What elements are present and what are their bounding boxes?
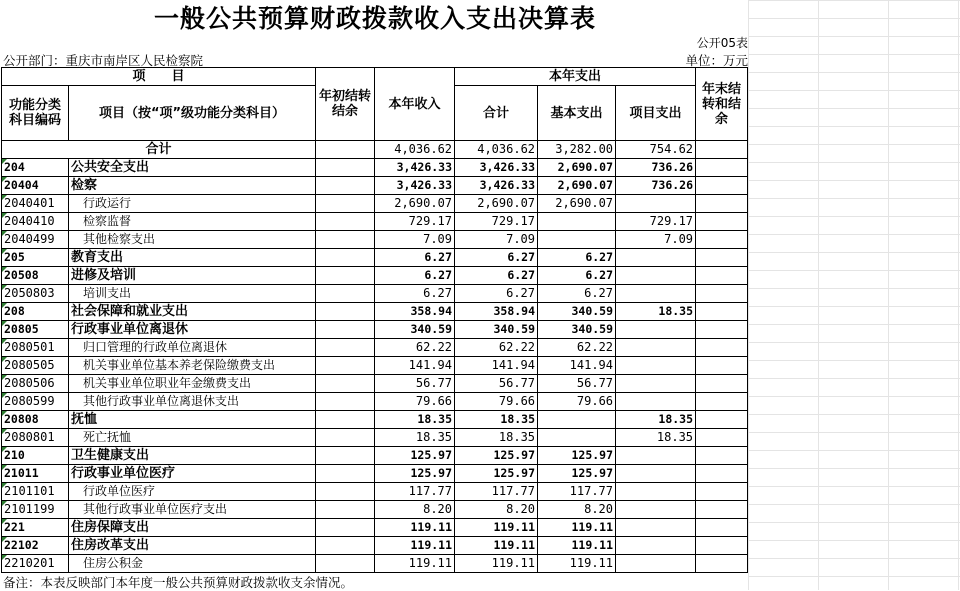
table-row — [2, 357, 748, 375]
total-end-balance — [696, 141, 748, 159]
department-label: 公开部门：重庆市南岸区人民检察院 — [3, 53, 204, 68]
row-basic: 141.94 — [538, 357, 616, 375]
row-end-balance — [696, 285, 748, 303]
row-code: 2101101 — [2, 483, 69, 501]
row-project: 18.35 — [616, 411, 696, 429]
row-begin-balance — [316, 375, 375, 393]
table-row — [2, 393, 748, 411]
row-project — [616, 375, 696, 393]
header-func-code: 功能分类科目编码 — [2, 86, 69, 141]
table-row — [2, 339, 748, 357]
row-begin-balance — [316, 519, 375, 537]
row-basic — [538, 429, 616, 447]
row-code: 2040401 — [2, 195, 69, 213]
unit-label: 单位：万元 — [685, 53, 748, 68]
row-begin-balance — [316, 483, 375, 501]
row-project — [616, 321, 696, 339]
row-project: 18.35 — [616, 429, 696, 447]
footnote: 备注：本表反映部门本年度一般公共预算财政拨款收支余情况。 — [3, 575, 354, 590]
row-income: 6.27 — [375, 249, 455, 267]
table-row — [2, 285, 748, 303]
row-name: 公共安全支出 — [69, 159, 316, 177]
row-end-balance — [696, 519, 748, 537]
row-begin-balance — [316, 465, 375, 483]
table-row — [2, 231, 748, 249]
row-end-balance — [696, 321, 748, 339]
row-basic: 2,690.07 — [538, 159, 616, 177]
row-name: 行政运行 — [69, 195, 316, 213]
row-expense-total: 119.11 — [455, 537, 538, 555]
row-code: 210 — [2, 447, 69, 465]
row-basic: 6.27 — [538, 285, 616, 303]
row-project — [616, 267, 696, 285]
row-expense-total: 117.77 — [455, 483, 538, 501]
header-expense: 本年支出 — [455, 68, 696, 86]
row-begin-balance — [316, 357, 375, 375]
row-income: 6.27 — [375, 285, 455, 303]
row-expense-total: 729.17 — [455, 213, 538, 231]
row-basic: 56.77 — [538, 375, 616, 393]
row-begin-balance — [316, 303, 375, 321]
row-expense-total: 3,426.33 — [455, 177, 538, 195]
row-code: 2040410 — [2, 213, 69, 231]
budget-table — [1, 67, 748, 573]
row-end-balance — [696, 213, 748, 231]
row-begin-balance — [316, 231, 375, 249]
header-expense-total: 合计 — [455, 86, 538, 141]
row-end-balance — [696, 303, 748, 321]
row-project — [616, 483, 696, 501]
total-expense-total: 4,036.62 — [455, 141, 538, 159]
row-begin-balance — [316, 537, 375, 555]
row-income: 79.66 — [375, 393, 455, 411]
total-income: 4,036.62 — [375, 141, 455, 159]
row-name: 其他行政事业单位离退休支出 — [69, 393, 316, 411]
row-name: 其他行政事业单位医疗支出 — [69, 501, 316, 519]
row-income: 340.59 — [375, 321, 455, 339]
row-begin-balance — [316, 411, 375, 429]
row-income: 125.97 — [375, 447, 455, 465]
table-row — [2, 303, 748, 321]
row-end-balance — [696, 501, 748, 519]
row-end-balance — [696, 393, 748, 411]
row-begin-balance — [316, 501, 375, 519]
row-expense-total: 7.09 — [455, 231, 538, 249]
row-project — [616, 501, 696, 519]
row-code: 2080501 — [2, 339, 69, 357]
total-begin-balance — [316, 141, 375, 159]
header-income: 本年收入 — [375, 68, 455, 141]
row-expense-total: 56.77 — [455, 375, 538, 393]
row-name: 其他检察支出 — [69, 231, 316, 249]
row-project — [616, 357, 696, 375]
row-begin-balance — [316, 159, 375, 177]
row-expense-total: 119.11 — [455, 555, 538, 573]
row-basic — [538, 411, 616, 429]
row-name: 社会保障和就业支出 — [69, 303, 316, 321]
row-project: 7.09 — [616, 231, 696, 249]
row-expense-total: 8.20 — [455, 501, 538, 519]
row-name: 住房改革支出 — [69, 537, 316, 555]
row-project — [616, 555, 696, 573]
row-name: 教育支出 — [69, 249, 316, 267]
header-project: 项目支出 — [616, 86, 696, 141]
row-code: 2050803 — [2, 285, 69, 303]
header-item-name: 项目（按“项”级功能分类科目） — [69, 86, 316, 141]
row-basic: 340.59 — [538, 303, 616, 321]
table-row — [2, 213, 748, 231]
row-basic: 6.27 — [538, 249, 616, 267]
row-project — [616, 285, 696, 303]
row-code: 20508 — [2, 267, 69, 285]
row-income: 6.27 — [375, 267, 455, 285]
table-row — [2, 375, 748, 393]
row-end-balance — [696, 465, 748, 483]
row-project — [616, 339, 696, 357]
table-row — [2, 267, 748, 285]
row-basic: 119.11 — [538, 537, 616, 555]
total-basic: 3,282.00 — [538, 141, 616, 159]
row-basic: 2,690.07 — [538, 177, 616, 195]
row-name: 行政单位医疗 — [69, 483, 316, 501]
row-expense-total: 2,690.07 — [455, 195, 538, 213]
row-end-balance — [696, 159, 748, 177]
table-row — [2, 483, 748, 501]
page-title: 一般公共预算财政拨款收入支出决算表 — [153, 4, 596, 33]
row-basic: 6.27 — [538, 267, 616, 285]
row-expense-total: 125.97 — [455, 465, 538, 483]
row-end-balance — [696, 177, 748, 195]
row-income: 7.09 — [375, 231, 455, 249]
row-begin-balance — [316, 267, 375, 285]
row-income: 3,426.33 — [375, 159, 455, 177]
spreadsheet-grid-background — [748, 0, 960, 590]
row-project — [616, 465, 696, 483]
row-basic: 79.66 — [538, 393, 616, 411]
row-name: 进修及培训 — [69, 267, 316, 285]
row-basic: 119.11 — [538, 519, 616, 537]
row-name: 检察 — [69, 177, 316, 195]
row-end-balance — [696, 195, 748, 213]
row-expense-total: 6.27 — [455, 285, 538, 303]
row-expense-total: 6.27 — [455, 267, 538, 285]
row-begin-balance — [316, 177, 375, 195]
header-basic: 基本支出 — [538, 86, 616, 141]
row-income: 2,690.07 — [375, 195, 455, 213]
row-code: 20805 — [2, 321, 69, 339]
header-item: 项 目 — [2, 68, 316, 86]
row-name: 住房公积金 — [69, 555, 316, 573]
row-project — [616, 249, 696, 267]
table-row — [2, 537, 748, 555]
row-end-balance — [696, 447, 748, 465]
row-begin-balance — [316, 339, 375, 357]
row-name: 抚恤 — [69, 411, 316, 429]
row-end-balance — [696, 411, 748, 429]
row-project — [616, 195, 696, 213]
table-row — [2, 159, 748, 177]
row-code: 22102 — [2, 537, 69, 555]
row-end-balance — [696, 483, 748, 501]
row-code: 204 — [2, 159, 69, 177]
row-code: 21011 — [2, 465, 69, 483]
row-basic: 340.59 — [538, 321, 616, 339]
row-end-balance — [696, 267, 748, 285]
row-code: 20808 — [2, 411, 69, 429]
row-begin-balance — [316, 321, 375, 339]
row-begin-balance — [316, 555, 375, 573]
row-name: 机关事业单位职业年金缴费支出 — [69, 375, 316, 393]
row-begin-balance — [316, 393, 375, 411]
row-end-balance — [696, 249, 748, 267]
row-expense-total: 358.94 — [455, 303, 538, 321]
row-end-balance — [696, 375, 748, 393]
row-begin-balance — [316, 249, 375, 267]
row-end-balance — [696, 537, 748, 555]
row-project — [616, 447, 696, 465]
total-label: 合计 — [2, 141, 316, 159]
row-income: 125.97 — [375, 465, 455, 483]
row-project: 736.26 — [616, 177, 696, 195]
row-code: 2080801 — [2, 429, 69, 447]
row-expense-total: 119.11 — [455, 519, 538, 537]
row-code: 2080506 — [2, 375, 69, 393]
row-expense-total: 125.97 — [455, 447, 538, 465]
table-row — [2, 321, 748, 339]
row-basic — [538, 231, 616, 249]
row-code: 2101199 — [2, 501, 69, 519]
row-name: 检察监督 — [69, 213, 316, 231]
table-row — [2, 411, 748, 429]
row-basic: 125.97 — [538, 465, 616, 483]
row-expense-total: 62.22 — [455, 339, 538, 357]
row-name: 归口管理的行政单位离退休 — [69, 339, 316, 357]
row-project — [616, 519, 696, 537]
row-begin-balance — [316, 429, 375, 447]
total-project: 754.62 — [616, 141, 696, 159]
row-basic — [538, 213, 616, 231]
row-basic: 8.20 — [538, 501, 616, 519]
table-row — [2, 195, 748, 213]
total-row — [2, 141, 748, 159]
row-income: 56.77 — [375, 375, 455, 393]
row-basic: 125.97 — [538, 447, 616, 465]
row-basic: 117.77 — [538, 483, 616, 501]
row-income: 62.22 — [375, 339, 455, 357]
row-project — [616, 537, 696, 555]
table-row — [2, 447, 748, 465]
row-end-balance — [696, 231, 748, 249]
row-code: 2080599 — [2, 393, 69, 411]
row-name: 行政事业单位医疗 — [69, 465, 316, 483]
row-code: 205 — [2, 249, 69, 267]
row-expense-total: 6.27 — [455, 249, 538, 267]
row-income: 141.94 — [375, 357, 455, 375]
row-name: 卫生健康支出 — [69, 447, 316, 465]
row-name: 培训支出 — [69, 285, 316, 303]
row-expense-total: 18.35 — [455, 429, 538, 447]
table-tag: 公开05表 — [696, 36, 748, 50]
row-project: 18.35 — [616, 303, 696, 321]
row-end-balance — [696, 429, 748, 447]
row-name: 机关事业单位基本养老保险缴费支出 — [69, 357, 316, 375]
row-name: 行政事业单位离退休 — [69, 321, 316, 339]
row-income: 18.35 — [375, 411, 455, 429]
row-income: 729.17 — [375, 213, 455, 231]
table-row — [2, 249, 748, 267]
row-code: 2080505 — [2, 357, 69, 375]
table-row — [2, 429, 748, 447]
row-income: 117.77 — [375, 483, 455, 501]
row-code: 2210201 — [2, 555, 69, 573]
row-income: 8.20 — [375, 501, 455, 519]
row-code: 208 — [2, 303, 69, 321]
row-expense-total: 79.66 — [455, 393, 538, 411]
row-basic: 2,690.07 — [538, 195, 616, 213]
row-begin-balance — [316, 285, 375, 303]
row-end-balance — [696, 357, 748, 375]
row-name: 死亡抚恤 — [69, 429, 316, 447]
row-income: 3,426.33 — [375, 177, 455, 195]
header-end-balance: 年末结转和结余 — [696, 68, 748, 141]
row-income: 18.35 — [375, 429, 455, 447]
row-income: 119.11 — [375, 537, 455, 555]
row-expense-total: 340.59 — [455, 321, 538, 339]
table-row — [2, 519, 748, 537]
row-begin-balance — [316, 447, 375, 465]
row-expense-total: 141.94 — [455, 357, 538, 375]
row-code: 221 — [2, 519, 69, 537]
row-project: 736.26 — [616, 159, 696, 177]
header-begin-balance: 年初结转结余 — [316, 68, 375, 141]
row-basic: 119.11 — [538, 555, 616, 573]
row-end-balance — [696, 339, 748, 357]
row-begin-balance — [316, 213, 375, 231]
row-begin-balance — [316, 195, 375, 213]
row-income: 119.11 — [375, 555, 455, 573]
table-row — [2, 555, 748, 573]
row-income: 119.11 — [375, 519, 455, 537]
row-expense-total: 3,426.33 — [455, 159, 538, 177]
row-code: 20404 — [2, 177, 69, 195]
row-basic: 62.22 — [538, 339, 616, 357]
table-row — [2, 177, 748, 195]
row-project — [616, 393, 696, 411]
row-expense-total: 18.35 — [455, 411, 538, 429]
row-end-balance — [696, 555, 748, 573]
row-income: 358.94 — [375, 303, 455, 321]
row-project: 729.17 — [616, 213, 696, 231]
table-row — [2, 501, 748, 519]
row-name: 住房保障支出 — [69, 519, 316, 537]
table-row — [2, 465, 748, 483]
row-code: 2040499 — [2, 231, 69, 249]
